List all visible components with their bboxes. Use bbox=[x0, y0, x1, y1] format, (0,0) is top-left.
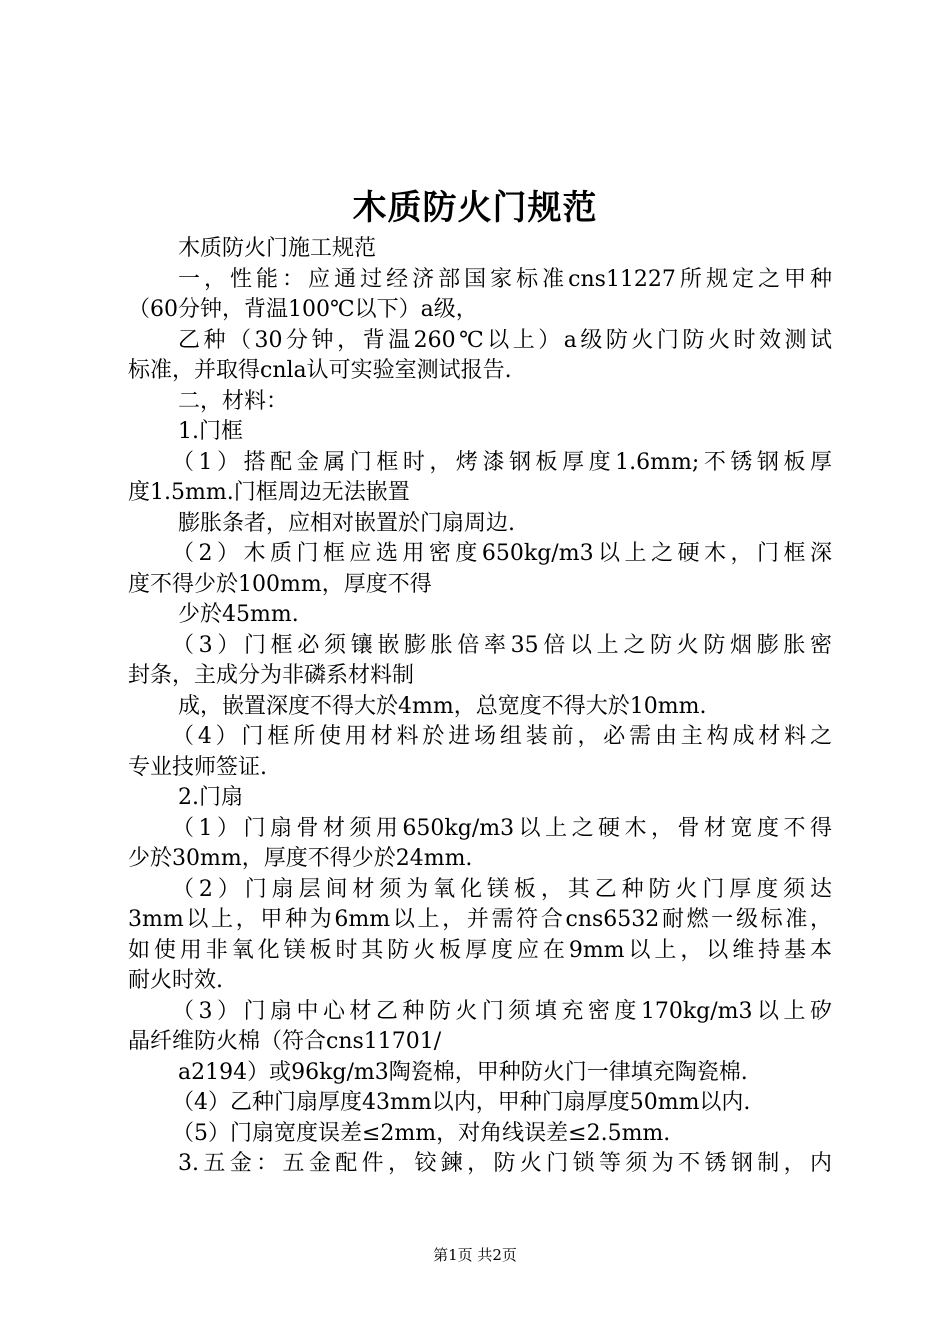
paragraph-line: 度不得少於100mm，厚度不得 bbox=[128, 571, 432, 597]
paragraph-line: 成，嵌置深度不得大於4mm，总宽度不得大於10mm. bbox=[178, 693, 707, 719]
paragraph-line: 专业技师签证. bbox=[128, 754, 267, 780]
paragraph-line: 少於45mm. bbox=[178, 602, 299, 627]
paragraph-line: （4）门框所使用材料於进场组装前，必需由主构成材料之 bbox=[172, 724, 832, 749]
paragraph-line: （4）乙种门扇厚度43mm以内，甲种门扇厚度50mm以内. bbox=[172, 1090, 751, 1115]
paragraph-line: （2）木质门框应选用密度650kg/m3以上之硬木，门框深 bbox=[172, 541, 832, 566]
document-body bbox=[128, 234, 832, 1180]
paragraph-line: 如使用非氧化镁板时其防火板厚度应在9mm以上，以维持基本 bbox=[128, 937, 832, 963]
paragraph-line: （1）门扇骨材须用650kg/m3以上之硬木，骨材宽度不得 bbox=[172, 815, 832, 841]
paragraph-line: （2）门扇层间材须为氧化镁板，其乙种防火门厚度须达 bbox=[172, 876, 832, 902]
paragraph-line: 一，性能：应通过经济部国家标准cns11227所规定之甲种 bbox=[178, 266, 832, 292]
paragraph-line: 木质防火门施工规范 bbox=[178, 236, 377, 261]
paragraph-line: 乙种（30分钟，背温260℃以上）a级防火门防火时效测试 bbox=[178, 327, 832, 353]
paragraph-line: 耐火时效. bbox=[128, 968, 223, 993]
paragraph-line: 膨胀条者，应相对嵌置於门扇周边. bbox=[178, 510, 515, 536]
paragraph-line: （3）门扇中心材乙种防火门须填充密度170kg/m3以上矽 bbox=[172, 998, 832, 1024]
paragraph-line: 晶纤维防火棉（符合cns11701/ bbox=[128, 1029, 442, 1054]
paragraph-line: 封条，主成分为非磷系材料制 bbox=[128, 663, 415, 688]
paragraph-line: 3mm以上，甲种为6mm以上，并需符合cns6532耐燃一级标准， bbox=[128, 907, 832, 932]
paragraph-line: 标准，并取得cnla认可实验室测试报告. bbox=[128, 358, 512, 383]
paragraph-line: 二，材料： bbox=[178, 388, 289, 414]
paragraph-line: （1）搭配金属门框时，烤漆钢板厚度1.6mm;不锈钢板厚 bbox=[172, 449, 832, 475]
paragraph-line: （60分钟，背温100℃以下）a级， bbox=[128, 297, 478, 322]
paragraph-line: 1.门框 bbox=[178, 419, 243, 444]
paragraph-line: 度1.5mm.门框周边无法嵌置 bbox=[128, 480, 410, 505]
document-title: 木质防火门规范 bbox=[352, 188, 598, 228]
paragraph-line: （3）门框必须镶嵌膨胀倍率35倍以上之防火防烟膨胀密 bbox=[172, 632, 832, 658]
paragraph-line: 少於30mm，厚度不得少於24mm. bbox=[128, 846, 473, 871]
page-footer: 第1页 共2页 bbox=[433, 1246, 517, 1264]
paragraph-line: （5）门扇宽度误差≤2mm，对角线误差≤2.5mm. bbox=[172, 1120, 671, 1146]
paragraph-line: 3.五金：五金配件，铰鍊，防火门锁等须为不锈钢制，内 bbox=[178, 1151, 832, 1176]
paragraph-line: a2194）或96kg/m3陶瓷棉，甲种防火门一律填充陶瓷棉. bbox=[178, 1059, 748, 1085]
paragraph-line: 2.门扇 bbox=[178, 785, 243, 810]
